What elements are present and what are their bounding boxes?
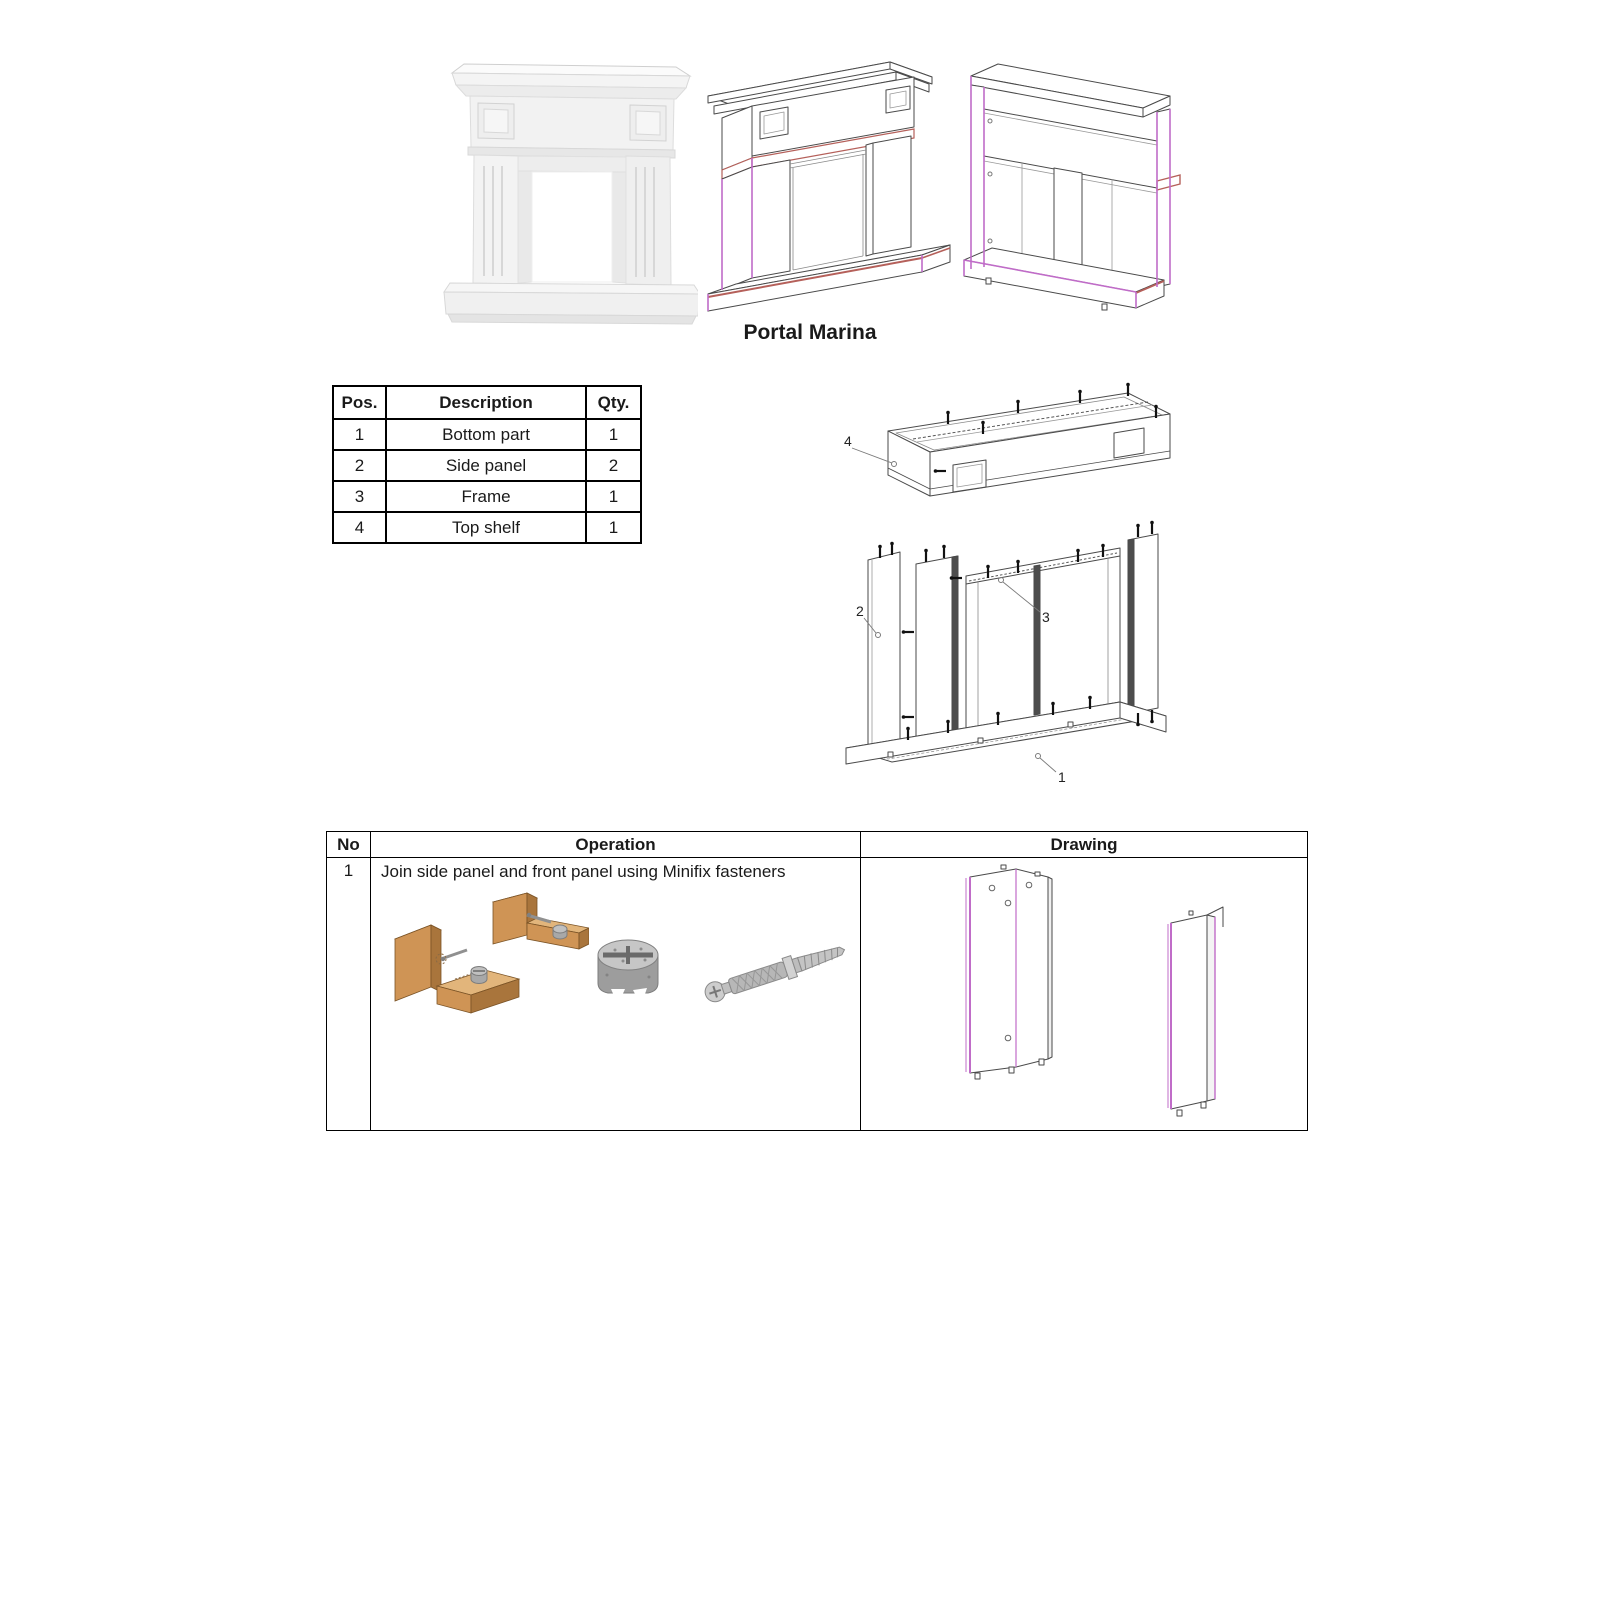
ops-col-no: No: [327, 832, 371, 858]
cell-qty: 1: [586, 481, 641, 512]
cell-description: Bottom part: [386, 419, 586, 450]
front-iso-drawing: [700, 46, 970, 321]
cell-pos: 1: [333, 419, 386, 450]
ops-col-operation: Operation: [371, 832, 861, 858]
parts-header-row: [333, 386, 641, 419]
minifix-bolt-icon: [696, 931, 856, 1013]
col-pos: Pos.: [333, 386, 386, 419]
ops-row-drawing: [861, 858, 1307, 1130]
cell-pos: 3: [333, 481, 386, 512]
col-description: Description: [386, 386, 586, 419]
table-row: [333, 419, 641, 450]
operation-text: Join side panel and front panel using Minifix fasteners: [381, 862, 786, 881]
ops-col-drawing: Drawing: [861, 832, 1307, 858]
joined-panels-drawing: [955, 863, 1055, 1088]
leader-line: [1040, 758, 1056, 772]
leader-line: [852, 448, 892, 463]
minifix-cam-icon: [593, 935, 663, 1015]
fitting-holes: [988, 119, 992, 243]
exploded-label-top-shelf: 4: [844, 433, 852, 449]
frame-recess-lines: [790, 150, 866, 270]
cell-description: Side panel: [386, 450, 586, 481]
cell-qty: 1: [586, 512, 641, 543]
table-row: [333, 450, 641, 481]
cell-pos: 2: [333, 450, 386, 481]
exploded-lower-drawing: [828, 512, 1188, 792]
cell-qty: 2: [586, 450, 641, 481]
minifix-joint-diagram: [389, 889, 589, 1024]
cell-pos: 4: [333, 512, 386, 543]
product-title: Portal Marina: [743, 321, 877, 344]
side-panel-drawing: [1159, 899, 1229, 1129]
exploded-label-frame: 3: [1042, 609, 1050, 625]
rear-iso-drawing: [962, 46, 1192, 318]
cell-description: Frame: [386, 481, 586, 512]
fireplace-product-photo: [428, 42, 698, 327]
ops-row-no: 1: [327, 858, 371, 1130]
cell-description: Top shelf: [386, 512, 586, 543]
table-row: [333, 481, 641, 512]
exploded-top-shelf-drawing: [818, 376, 1198, 521]
exploded-label-side-panel: 2: [856, 603, 864, 619]
ops-row-operation: [371, 858, 861, 1130]
operations-table: [326, 831, 1308, 1131]
col-qty: Qty.: [586, 386, 641, 419]
exploded-label-bottom-part: 1: [1058, 769, 1066, 785]
leader-dot: [1036, 754, 1041, 759]
table-row: [333, 512, 641, 543]
parts-table: [332, 385, 642, 544]
cell-qty: 1: [586, 419, 641, 450]
